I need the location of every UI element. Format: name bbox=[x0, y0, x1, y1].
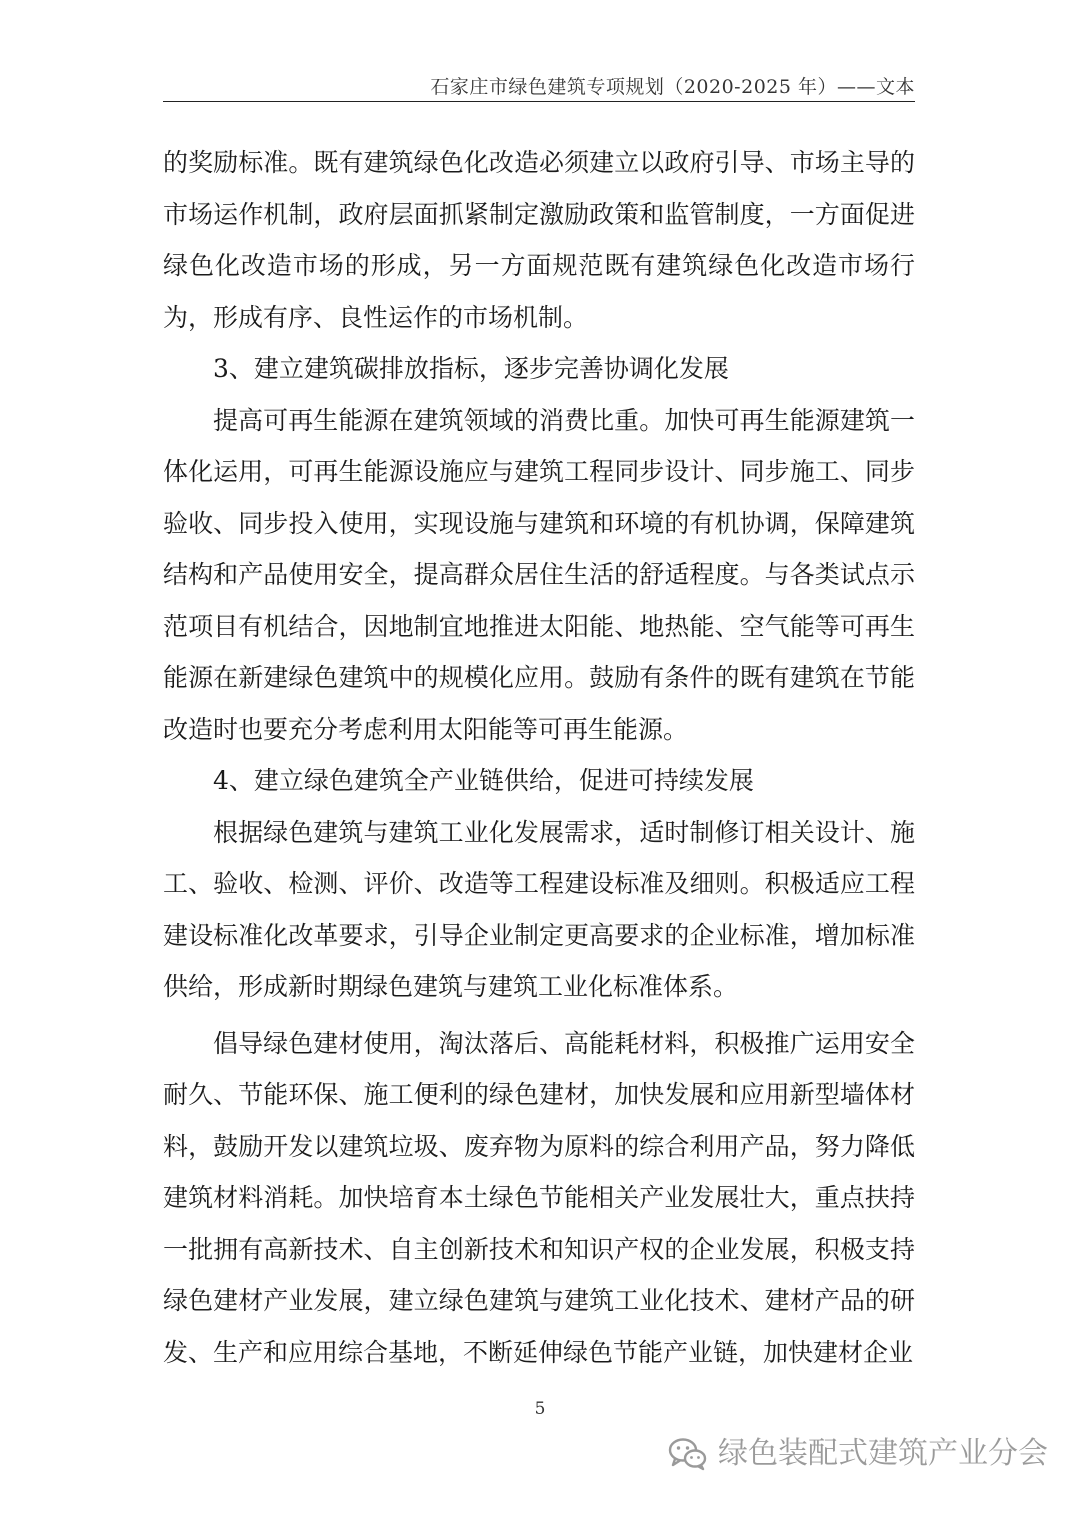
running-header: 石家庄市绿色建筑专项规划（2020-2025 年）——文本 bbox=[430, 76, 915, 98]
watermark bbox=[668, 1434, 1048, 1474]
wechat-icon bbox=[668, 1437, 708, 1471]
paragraph-green-materials: 倡导绿色建材使用，淘汰落后、高能耗材料，积极推广运用安全耐久、节能环保、施工便利的绿色建材，加快发展和应用新型墙体材料，鼓励开发以建筑垃圾、废弃物为原料的综合利用产品，努力降低建筑材料消耗。加快培育本土绿色节能相关产业发展壮大，重点扶持一批拥有高新技术、自主创新技术和知识产权的企业发展，积极支持绿色建材产业发展，建立绿色建筑与建筑工业化技术、建材产品的研发、生产和应用综合基地，不断延伸绿色节能产业链，加快建材企业 bbox=[163, 1028, 915, 1367]
page-number: 5 bbox=[534, 1399, 546, 1419]
paragraph-standards-system: 根据绿色建筑与建筑工业化发展需求，适时制修订相关设计、施工、验收、检测、评价、改造等工程建设标准及细则。积极适应工程建设标准化改革要求，引导企业制定更高要求的企业标准，增加标准供给，形成新时期绿色建筑与建筑工业化标准体系。 bbox=[163, 817, 915, 1001]
paragraph-renewable-energy: 提高可再生能源在建筑领域的消费比重。加快可再生能源建筑一体化运用，可再生能源设施应与建筑工程同步设计、同步施工、同步验收、同步投入使用，实现设施与建筑和环境的有机协调，保障建筑结构和产品使用安全，提高群众居住生活的舒适程度。与各类试点示范项目有机结合，因地制宜地推进太阳能、地热能、空气能等可再生能源在新建绿色建筑中的规模化应用。鼓励有条件的既有建筑在节能改造时也要充分考虑利用太阳能等可再生能源。 bbox=[163, 405, 915, 744]
section-heading-4: 4、建立绿色建筑全产业链供给，促进可持续发展 bbox=[213, 766, 754, 795]
watermark-text: 绿色装配式建筑产业分会 bbox=[718, 1436, 1048, 1471]
paragraph-incentive-standards: 的奖励标准。既有建筑绿色化改造必须建立以政府引导、市场主导的市场运作机制，政府层面抓紧制定激励政策和监管制度，一方面促进绿色化改造市场的形成，另一方面规范既有建筑绿色化改造市场行为，形成有序、良性运作的市场机制。 bbox=[163, 148, 915, 332]
body-text bbox=[163, 137, 915, 1378]
header-divider bbox=[163, 101, 915, 102]
section-heading-3: 3、建立建筑碳排放指标，逐步完善协调化发展 bbox=[213, 354, 729, 383]
